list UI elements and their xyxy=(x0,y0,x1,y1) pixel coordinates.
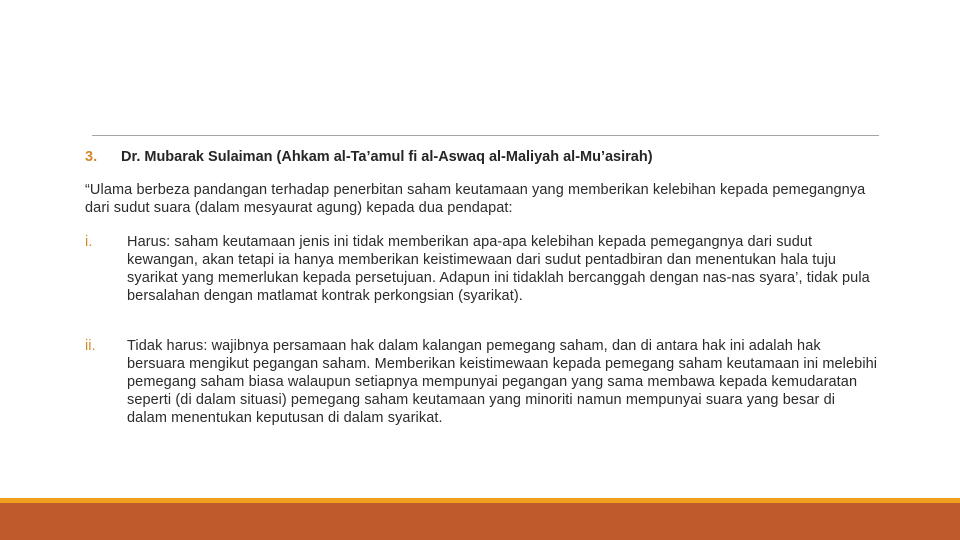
heading-title: Dr. Mubarak Sulaiman (Ahkam al-Ta’amul fi al-Aswaq al-Maliyah al-Mu’asirah) xyxy=(121,149,653,165)
list-item-text: Harus: saham keutamaan jenis ini tidak memberikan apa-apa kelebihan kepada pemegangnya dari sudut kewangan, akan tetapi ia hanya memberikan keistimewaan dari sudut pentadbiran dan menentukan hala tuju syarikat yang memerlukan kepada persetujuan. Adapun ini tidaklah bercanggah dengan nas-nas syara’, tidak pula bersalahan dengan matlamat kontrak perkongsian (syarikat). xyxy=(127,234,870,304)
list-item xyxy=(85,233,885,305)
top-divider xyxy=(92,135,879,136)
list-marker: i. xyxy=(85,234,93,250)
list-item-text: Tidak harus: wajibnya persamaan hak dalam kalangan pemegang saham, dan di antara hak ini adalah hak bersuara mengikut pegangan saham. Memberikan keistimewaan kepada pemegang saham keutamaan ini melebihi pemegang saham biasa walaupun setiapnya mempunyai pegangan yang sama membawa kepada kemudaratan seperti (di dalam situasi) pemegang saham keutamaan yang minoriti namun mempunyai suara yang besar di dalam menentukan keputusan di dalam syarikat. xyxy=(127,338,878,426)
footer-bar xyxy=(0,503,960,540)
intro-paragraph: “Ulama berbeza pandangan terhadap penerbitan saham keutamaan yang memberikan kelebihan kepada pemegangnya dari sudut suara (dalam mesyaurat agung) kepada dua pendapat: xyxy=(85,182,866,216)
section-heading xyxy=(85,148,885,166)
list-marker: ii. xyxy=(85,338,96,354)
heading-number: 3. xyxy=(85,149,98,165)
list-item xyxy=(85,337,885,427)
